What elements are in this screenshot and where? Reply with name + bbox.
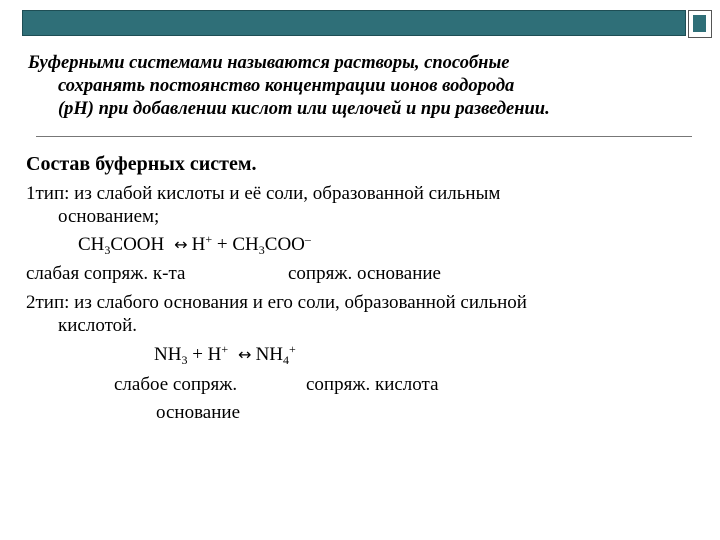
eq1-term-cooh: COOH bbox=[110, 234, 165, 255]
type2-label-weak: слабое сопряж. bbox=[114, 374, 238, 395]
type1-label-base: сопряж. основание bbox=[288, 263, 441, 284]
type2-label-acid: сопряж. кислота bbox=[306, 374, 439, 395]
eq2-sub-3: 3 bbox=[181, 353, 188, 367]
type2-description-line-2: кислотой. bbox=[58, 315, 138, 336]
eq2-term-h: + H bbox=[187, 344, 222, 365]
eq1-term-coo: COO bbox=[264, 234, 305, 255]
equilibrium-arrow-icon: ↔ bbox=[174, 235, 188, 254]
eq2-sup-plus-b: + bbox=[289, 342, 296, 356]
definition-text bbox=[28, 52, 708, 121]
equilibrium-arrow-icon: ↔ bbox=[238, 345, 252, 364]
eq2-term-nh: NH bbox=[154, 344, 182, 365]
eq1-sub-3: 3 bbox=[104, 243, 111, 257]
definition-line-1: Буферными системами называются растворы, способные bbox=[28, 53, 510, 73]
eq2-sub-4: 4 bbox=[283, 353, 290, 367]
divider bbox=[36, 136, 692, 137]
eq2-term-nh4: NH bbox=[255, 344, 284, 365]
eq1-term-ch3: + CH bbox=[212, 234, 259, 255]
eq1-term-ch: CH bbox=[78, 234, 105, 255]
type2-label-base: основание bbox=[156, 402, 240, 423]
eq1-term-h: H bbox=[191, 234, 206, 255]
eq1-sup-minus: – bbox=[304, 232, 311, 246]
eq2-sup-plus: + bbox=[221, 342, 229, 356]
header-bar bbox=[22, 10, 686, 36]
composition-heading: Состав буферных систем. bbox=[26, 153, 257, 175]
type2-description-line-1: 2тип: из слабого основания и его соли, образованной сильной bbox=[26, 292, 527, 313]
type1-description-line-1: 1тип: из слабой кислоты и её соли, образованной сильным bbox=[26, 183, 501, 204]
type1-label-acid: слабая сопряж. к-та bbox=[26, 263, 186, 284]
type2-equation bbox=[154, 343, 296, 367]
type1-equation bbox=[78, 233, 311, 257]
eq1-sub-3b: 3 bbox=[258, 243, 265, 257]
definition-line-3: (pH) при добавлении кислот или щелочей и при разведении. bbox=[58, 99, 550, 119]
corner-square-icon bbox=[688, 10, 712, 38]
type1-description-line-2: основанием; bbox=[58, 206, 160, 227]
eq1-sup-plus: + bbox=[205, 232, 213, 246]
definition-line-2: сохранять постоянство концентрации ионов водорода bbox=[58, 76, 515, 96]
